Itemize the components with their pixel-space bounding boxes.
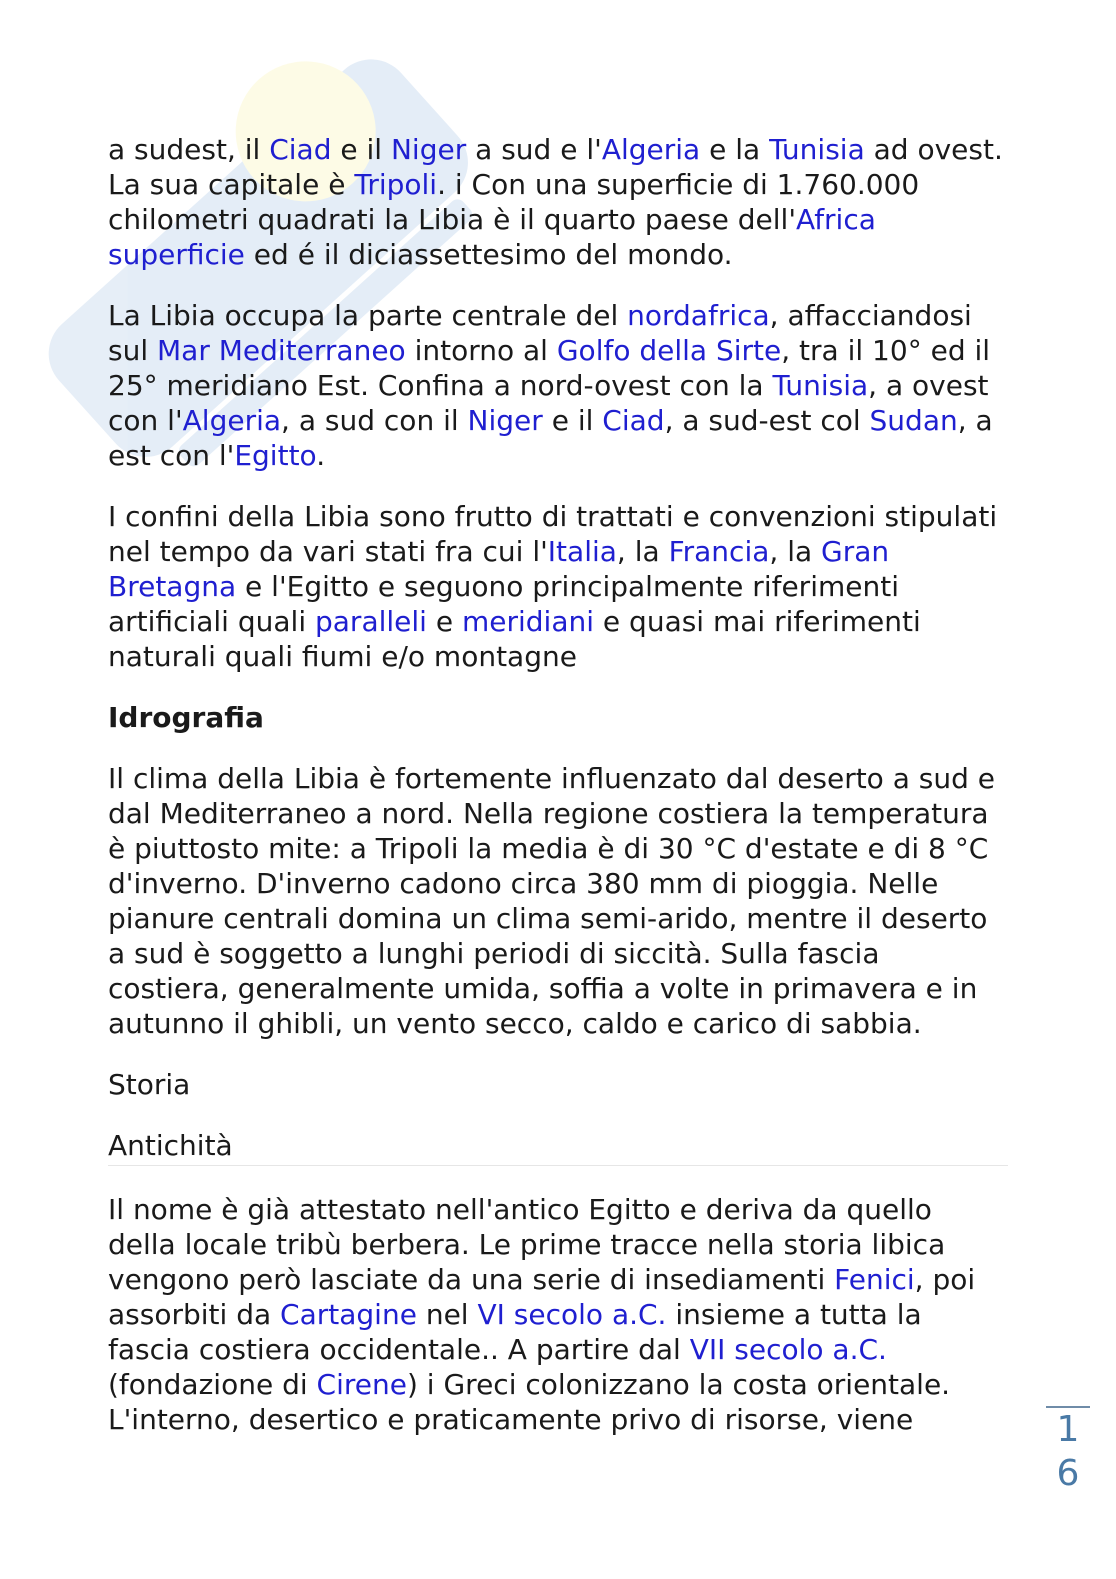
link-niger[interactable]: Niger (390, 133, 467, 166)
link-francia[interactable]: Francia (668, 535, 770, 568)
paragraph-clima: Il clima della Libia è fortemente influenzato dal deserto a sud e dal Mediterraneo a nord. Nella regione costiera la temperatura è piuttosto mite: a Tripoli la media è di 30 °C d'estate e di 8 °C d'inverno. D'inverno cadono circa 380 mm di pioggia. Nelle pianure centrali domina un clima semi-arido, mentre il deserto a sud è soggetto a lunghi periodi di siccità. Sulla fascia costiera, generalmente umida, soffia a volte in primavera e in autunno il ghibli, un vento secco, caldo e carico di sabbia. (108, 762, 996, 1040)
heading-idrografia: Idrografia (108, 701, 264, 734)
heading-antichita: Antichità (108, 1128, 1008, 1166)
link-africa-superficie[interactable]: Africa superficie (108, 203, 876, 271)
link-paralleli[interactable]: paralleli (315, 605, 427, 638)
page-number (1046, 1406, 1090, 1496)
paragraph-libya-borders: a sudest, il Ciad e il Niger a sud e l'Algeria e la Tunisia ad ovest. La sua capitale è Tripoli. i Con una superficie di 1.760.000 chilometri quadrati la Libia è il quarto paese dell'Africa superficie ed é il diciassettesimo del mondo. (108, 133, 1003, 271)
link-vi-secolo-ac[interactable]: VI secolo a.C. (477, 1298, 667, 1331)
link-nordafrica[interactable]: nordafrica (627, 299, 770, 332)
link-niger[interactable]: Niger (467, 404, 543, 437)
link-golfo-della-sirte[interactable]: Golfo della Sirte (556, 334, 782, 367)
page-number-digit-2: 6 (1056, 1453, 1080, 1494)
paragraph-antichita: Il nome è già attestato nell'antico Egitto e deriva da quello della locale tribù berbera. Le prime tracce nella storia libica vengono però lasciate da una serie di insediamenti Fenici, poi assorbiti da Cartagine nel VI secolo a.C. insieme a tutta la fascia costiera occidentale.. A partire dal VII secolo a.C. (fondazione di Cirene) i Greci colonizzano la costa orientale. L'interno, desertico e praticamente privo di risorse, viene (108, 1193, 976, 1436)
link-meridiani[interactable]: meridiani (461, 605, 595, 638)
link-ciad[interactable]: Ciad (602, 404, 665, 437)
link-cirene[interactable]: Cirene (316, 1368, 407, 1401)
link-algeria[interactable]: Algeria (182, 404, 282, 437)
paragraph-libya-position: La Libia occupa la parte centrale del nordafrica, affacciandosi sul Mar Mediterraneo intorno al Golfo della Sirte, tra il 10° ed il 25° meridiano Est. Confina a nord-ovest con la Tunisia, a ovest con l'Algeria, a sud con il Niger e il Ciad, a sud-est col Sudan, a est con l'Egitto. (108, 299, 993, 472)
page-number-digit-1: 1 (1056, 1409, 1080, 1450)
link-tunisia[interactable]: Tunisia (772, 369, 869, 402)
document-body (108, 132, 1008, 1463)
paragraph-libya-confini: I confini della Libia sono frutto di trattati e convenzioni stipulati nel tempo da vari stati fra cui l'Italia, la Francia, la Gran Bretagna e l'Egitto e seguono principalmente riferimenti artificiali quali paralleli e meridiani e quasi mai riferimenti naturali quali fiumi e/o montagne (108, 500, 998, 673)
link-tunisia[interactable]: Tunisia (769, 133, 865, 166)
link-fenici[interactable]: Fenici (834, 1263, 915, 1296)
heading-storia: Storia (108, 1068, 191, 1101)
link-sudan[interactable]: Sudan (869, 404, 958, 437)
link-vii-secolo-ac[interactable]: VII secolo a.C. (689, 1333, 887, 1366)
link-gran-bretagna[interactable]: Gran Bretagna (108, 535, 890, 603)
link-algeria[interactable]: Algeria (601, 133, 701, 166)
link-mar-mediterraneo[interactable]: Mar Mediterraneo (157, 334, 406, 367)
link-italia[interactable]: Italia (547, 535, 617, 568)
link-ciad[interactable]: Ciad (269, 133, 332, 166)
link-egitto[interactable]: Egitto (234, 439, 317, 472)
link-tripoli[interactable]: Tripoli (354, 168, 438, 201)
link-cartagine[interactable]: Cartagine (280, 1298, 417, 1331)
